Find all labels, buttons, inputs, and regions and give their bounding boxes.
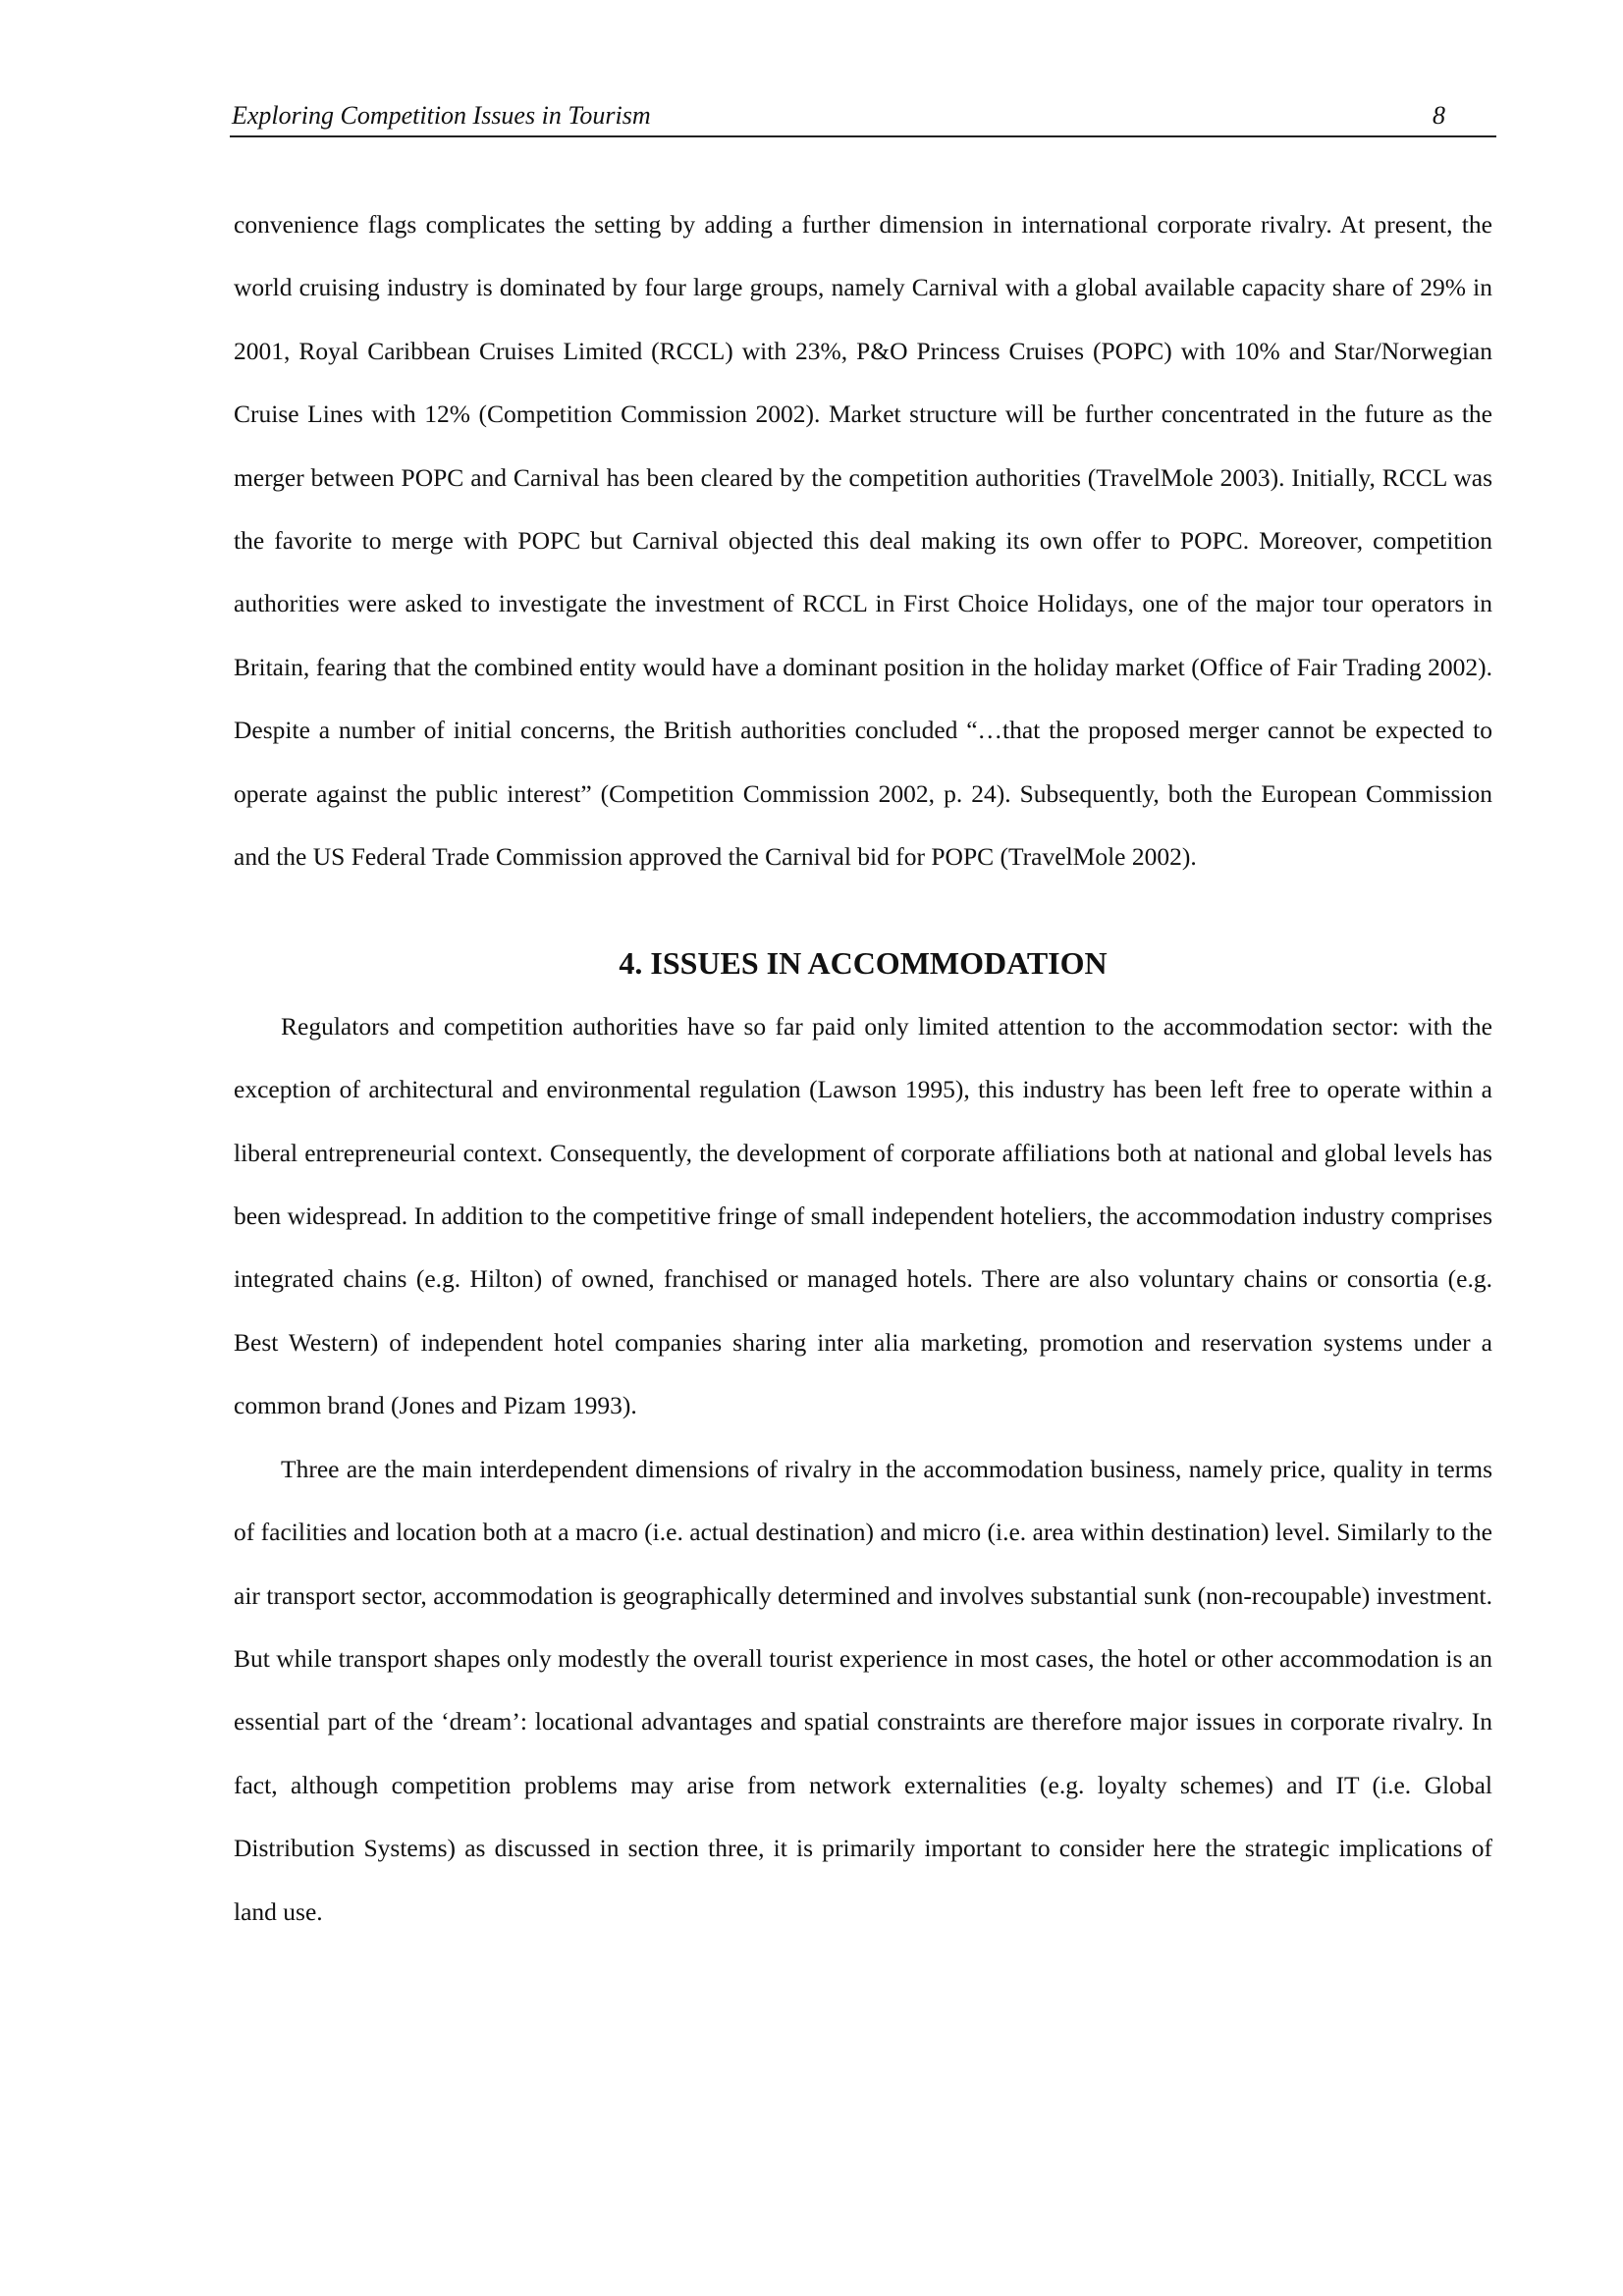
page-number: 8 (1433, 101, 1445, 130)
paragraph-accommodation-regulation: Regulators and competition authorities have so far paid only limited attention to the accommodation sector: with the exception of architectural and environmental regulation (Lawson 1995), this industry has been left free to operate within a liberal entrepreneurial context. Consequently, the development of corporate affiliations both at national and global levels has been widespread. In addition to the competitive fringe of small independent hoteliers, the accommodation industry comprises integrated chains (e.g. Hilton) of owned, franchised or managed hotels. There are also voluntary chains or consortia (e.g. Best Western) of independent hotel companies sharing inter alia marketing, promotion and reservation systems under a common brand (Jones and Pizam 1993). (234, 1011, 1492, 1420)
section-heading: 4. ISSUES IN ACCOMMODATION (619, 945, 1108, 982)
running-title: Exploring Competition Issues in Tourism (232, 101, 651, 130)
page-body (234, 193, 1492, 1944)
paragraph-accommodation-rivalry: Three are the main interdependent dimensions of rivalry in the accommodation business, namely price, quality in terms of facilities and location both at a macro (i.e. actual destination) and micro (i.e. area within destination) level. Similarly to the air transport sector, accommodation is geographically determined and involves substantial sunk (non-recoupable) investment. But while transport shapes only modestly the overall tourist experience in most cases, the hotel or other accommodation is an essential part of the ‘dream’: locational advantages and spatial constraints are therefore major issues in corporate rivalry. In fact, although competition problems may arise from network externalities (e.g. loyalty schemes) and IT (i.e. Global Distribution Systems) as discussed in section three, it is primarily important to consider here the strategic implications of land use. (234, 1454, 1492, 1926)
paragraph-cruise-industry: convenience flags complicates the setting by adding a further dimension in international corporate rivalry. At present, the world cruising industry is dominated by four large groups, namely Carnival with a global available capacity share of 29% in 2001, Royal Caribbean Cruises Limited (RCCL) with 23%, P&O Princess Cruises (POPC) with 10% and Star/Norwegian Cruise Lines with 12% (Competition Commission 2002). Market structure will be further concentrated in the future as the merger between POPC and Carnival has been cleared by the competition authorities (TravelMole 2003). Initially, RCCL was the favorite to merge with POPC but Carnival objected this deal making its own offer to POPC. Moreover, competition authorities were asked to investigate the investment of RCCL in First Choice Holidays, one of the major tour operators in Britain, fearing that the combined entity would have a dominant position in the holiday market (Office of Fair Trading 2002). Despite a number of initial concerns, the British authorities concluded “…that the proposed merger cannot be expected to operate against the public interest” (Competition Commission 2002, p. 24). Subsequently, both the European Commission and the US Federal Trade Commission approved the Carnival bid for POPC (TravelMole 2002). (234, 210, 1492, 872)
page-header (230, 96, 1496, 137)
